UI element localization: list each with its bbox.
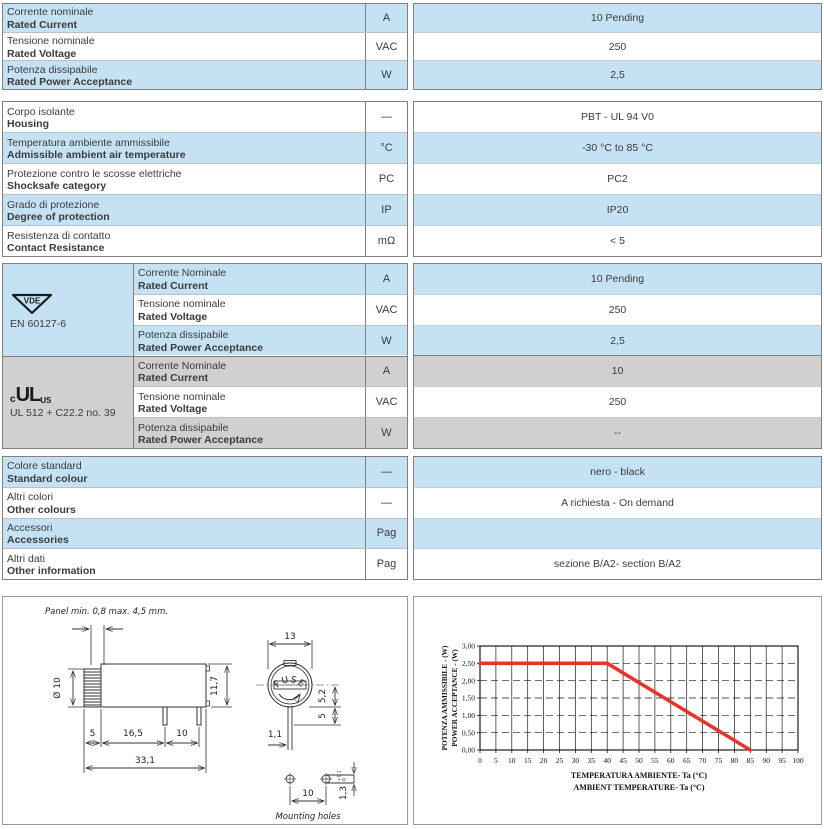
- dim-body-length: 16,5: [122, 729, 144, 739]
- row-label: [3, 61, 365, 89]
- dim-total-length: 33,1: [134, 756, 156, 766]
- unit-cell: IP: [365, 195, 407, 225]
- unit-cell: PC: [365, 164, 407, 194]
- label-english: Accessories: [7, 534, 69, 547]
- unit-cell: A: [365, 264, 407, 294]
- x-tick-label: 100: [792, 756, 804, 765]
- standard-name: EN 60127-6: [10, 317, 67, 330]
- vde-rows: [134, 264, 407, 356]
- dim-pin-width: 1,1: [267, 730, 283, 740]
- y-tick-label: 2,00: [461, 676, 475, 686]
- side-view: [45, 607, 232, 773]
- x-tick-label: 80: [730, 756, 739, 765]
- unit-cell: A: [365, 4, 407, 32]
- unit-cell: —: [365, 102, 407, 132]
- fuse-label-text: FUSE: [272, 675, 308, 691]
- label-italian: Potenza dissipabile: [138, 329, 229, 342]
- ratings-left-table: [2, 3, 408, 90]
- x-tick-label: 35: [587, 756, 596, 765]
- row-label: [3, 195, 365, 225]
- dim-5-2: 5,2: [318, 688, 328, 704]
- y-tick-label: 1,00: [461, 710, 475, 720]
- unit-cell: —: [365, 457, 407, 487]
- value-cell: --: [414, 417, 821, 448]
- dim-mount-slot: 1,3: [339, 785, 349, 801]
- value-cell: PC2: [414, 163, 821, 194]
- label-italian: Protezione contro le scosse elettriche: [7, 167, 182, 180]
- label-italian: Colore standard: [7, 460, 82, 473]
- approvals-value-table: [413, 263, 822, 449]
- x-tick-label: 30: [571, 756, 580, 765]
- table-row: [3, 194, 407, 225]
- label-english: Degree of protection: [7, 211, 110, 223]
- label-english: Rated Current: [138, 279, 209, 292]
- label-english: Contact Resistance: [7, 242, 105, 254]
- dim-knob-length: 5: [89, 729, 96, 739]
- general-value-table: [413, 101, 822, 257]
- knurl-hatch: [84, 672, 101, 705]
- table-row: [134, 357, 407, 387]
- dim-mount-pitch: 10: [302, 789, 314, 799]
- technical-drawing: [3, 597, 407, 824]
- table-row: [134, 264, 407, 294]
- x-tick-label: 20: [539, 756, 548, 765]
- x-tick-label: 85: [746, 756, 755, 765]
- table-row: [3, 132, 407, 163]
- x-tick-label: 70: [698, 756, 707, 765]
- approvals-left-table: [2, 263, 408, 449]
- value-cell: 10 Pending: [414, 264, 821, 294]
- x-tick-label: 55: [651, 756, 659, 765]
- value-cell: 250: [414, 294, 821, 325]
- value-cell: [414, 518, 821, 549]
- derating-line: [480, 663, 750, 750]
- row-label: [134, 295, 365, 325]
- x-tick-label: 10: [508, 756, 516, 765]
- label-english: Other information: [7, 565, 96, 578]
- ul-approval-group: [3, 356, 407, 449]
- terminal-pin: [163, 707, 167, 725]
- label-italian: Tensione nominale: [7, 35, 95, 47]
- value-cell: 250: [414, 32, 821, 61]
- unit-cell: VAC: [365, 387, 407, 417]
- label-english: Rated Power Acceptance: [138, 341, 264, 354]
- ul-logo-mark: UL: [15, 384, 41, 407]
- label-english: Admissible ambient air temperature: [7, 149, 186, 161]
- label-english: Other colours: [7, 503, 76, 516]
- label-english: Housing: [7, 118, 49, 130]
- ul-logo-cell: [3, 357, 134, 449]
- table-row: [3, 4, 407, 32]
- table-row: [3, 163, 407, 194]
- fuse-label: [273, 675, 307, 690]
- section-ratings: [2, 3, 822, 90]
- unit-cell: VAC: [365, 33, 407, 61]
- table-row: [3, 548, 407, 579]
- value-cell: A richiesta - On demand: [414, 487, 821, 518]
- label-english: Rated Voltage: [7, 47, 77, 60]
- vde-logo-icon: [10, 290, 54, 316]
- y-tick-label: 1,50: [461, 693, 475, 703]
- label-english: Rated Power Acceptance: [7, 76, 133, 89]
- unit-cell: Pag: [365, 549, 407, 579]
- row-label: [3, 549, 365, 579]
- row-label: [3, 164, 365, 194]
- vde-approval-group: [3, 264, 407, 356]
- terminal-pin: [197, 707, 201, 725]
- table-row: [3, 102, 407, 132]
- x-tick-label: 0: [478, 756, 482, 765]
- y-tick-label: 2,50: [461, 658, 475, 668]
- row-label: [134, 326, 365, 356]
- value-cell: PBT - UL 94 V0: [414, 102, 821, 132]
- row-label: [3, 4, 365, 32]
- x-tick-label: 40: [603, 756, 611, 765]
- y-axis-title-it: POTENZA AMMISSIBILE - (W): [440, 645, 449, 751]
- mounting-holes-view: [275, 762, 354, 822]
- unit-cell: mΩ: [365, 226, 407, 256]
- unit-cell: °C: [365, 133, 407, 163]
- dim-front-width: 13: [284, 632, 296, 642]
- derating-chart: [414, 597, 821, 824]
- dim-pin-pitch: 10: [176, 729, 188, 739]
- value-cell: 2,5: [414, 60, 821, 89]
- front-view: [256, 632, 341, 750]
- bottom-panels: [2, 596, 822, 825]
- table-row: [134, 325, 407, 356]
- x-tick-label: 25: [555, 756, 564, 765]
- panel-note: Panel min. 0,8 max. 4,5 mm.: [45, 607, 169, 617]
- dim-mount-tol-minus: 0: [342, 778, 348, 781]
- label-italian: Potenza dissipabile: [7, 63, 98, 76]
- value-cell: 10 Pending: [414, 4, 821, 32]
- table-row: [3, 487, 407, 518]
- section-approvals: [2, 263, 822, 449]
- table-row: [3, 225, 407, 256]
- x-tick-label: 45: [619, 756, 627, 765]
- unit-cell: Pag: [365, 519, 407, 549]
- x-tick-label: 5: [494, 756, 498, 765]
- row-label: [3, 133, 365, 163]
- row-label: [134, 418, 365, 448]
- x-axis-title-en: AMBIENT TEMPERATURE- Ta (°C): [573, 783, 705, 792]
- dim-diameter: Ø 10: [53, 677, 63, 699]
- section-other: [2, 456, 822, 580]
- label-italian: Resistenza di contatto: [7, 229, 111, 242]
- label-english: Shocksafe category: [7, 180, 107, 192]
- label-italian: Potenza dissipabile: [138, 421, 229, 434]
- unit-cell: W: [365, 326, 407, 356]
- label-italian: Corpo isolante: [7, 105, 75, 118]
- value-cell: nero - black: [414, 457, 821, 487]
- label-italian: Accessori: [7, 521, 53, 534]
- dim-5: 5: [318, 713, 328, 719]
- row-label: [134, 357, 365, 387]
- table-row: [3, 457, 407, 487]
- table-row: [3, 60, 407, 89]
- vde-logo-cell: [3, 264, 134, 356]
- vde-logo-text: VDE: [23, 296, 41, 306]
- label-italian: Temperatura ambiente ammissibile: [7, 136, 170, 149]
- value-cell: < 5: [414, 225, 821, 256]
- label-italian: Corrente nominale: [7, 6, 94, 19]
- label-english: Rated Voltage: [138, 403, 208, 416]
- row-label: [3, 457, 365, 487]
- unit-cell: VAC: [365, 295, 407, 325]
- unit-cell: W: [365, 418, 407, 448]
- x-tick-label: 75: [714, 756, 723, 765]
- row-label: [3, 226, 365, 256]
- label-italian: Altri dati: [7, 552, 45, 565]
- x-tick-label: 50: [635, 756, 643, 765]
- y-tick-label: 0,50: [461, 728, 475, 738]
- value-cell: 10: [414, 355, 821, 386]
- table-row: [134, 294, 407, 325]
- section-general: [2, 101, 822, 257]
- other-left-table: [2, 456, 408, 580]
- table-row: [3, 32, 407, 61]
- y-tick-label: 0,00: [461, 745, 475, 755]
- label-italian: Tensione nominale: [138, 390, 226, 403]
- dim-mount-tol-plus: +0.1: [337, 770, 343, 781]
- label-italian: Corrente Nominale: [138, 267, 227, 280]
- x-tick-label: 95: [778, 756, 786, 765]
- ul-logo-icon: [10, 385, 51, 405]
- x-tick-label: 65: [682, 756, 691, 765]
- row-label: [3, 519, 365, 549]
- general-left-table: [2, 101, 408, 257]
- label-english: Rated Voltage: [138, 310, 208, 323]
- dimension-drawing-panel: [2, 596, 408, 825]
- mounting-holes-caption: Mounting holes: [275, 812, 341, 822]
- row-label: [134, 387, 365, 417]
- ul-rows: [134, 357, 407, 449]
- derating-chart-panel: [413, 596, 822, 825]
- standard-name: UL 512 + C22.2 no. 39: [10, 407, 116, 420]
- x-tick-label: 90: [762, 756, 770, 765]
- label-english: Rated Current: [7, 18, 78, 31]
- value-cell: 250: [414, 386, 821, 417]
- ul-logo-prefix: c: [10, 394, 16, 406]
- row-label: [3, 102, 365, 132]
- label-italian: Grado di protezione: [7, 198, 100, 211]
- label-italian: Tensione nominale: [138, 298, 226, 311]
- row-label: [3, 33, 365, 61]
- table-row: [3, 518, 407, 549]
- other-value-table: [413, 456, 822, 580]
- x-tick-label: 60: [667, 756, 675, 765]
- value-cell: sezione B/A2- section B/A2: [414, 548, 821, 579]
- value-cell: 2,5: [414, 325, 821, 356]
- ul-logo-suffix: US: [40, 396, 52, 406]
- unit-cell: A: [365, 357, 407, 387]
- y-axis-title-en: POWER ACCEPTANCE - (W): [450, 649, 459, 747]
- x-axis-title-it: TEMPERATURA AMBIENTE- Ta (°C): [570, 771, 708, 780]
- value-cell: IP20: [414, 194, 821, 225]
- label-italian: Altri colori: [7, 491, 54, 504]
- table-row: [134, 417, 407, 448]
- label-english: Rated Power Acceptance: [138, 434, 264, 447]
- table-row: [134, 386, 407, 417]
- ratings-value-table: [413, 3, 822, 90]
- unit-cell: —: [365, 488, 407, 518]
- label-english: Rated Current: [138, 372, 209, 385]
- row-label: [3, 488, 365, 518]
- y-tick-label: 3,00: [461, 641, 475, 651]
- x-tick-label: 15: [523, 756, 532, 765]
- label-italian: Corrente Nominale: [138, 359, 227, 372]
- row-label: [134, 264, 365, 294]
- value-cell: -30 °C to 85 °C: [414, 132, 821, 163]
- dim-height: 11,7: [210, 675, 220, 697]
- unit-cell: W: [365, 61, 407, 89]
- label-english: Standard colour: [7, 472, 88, 485]
